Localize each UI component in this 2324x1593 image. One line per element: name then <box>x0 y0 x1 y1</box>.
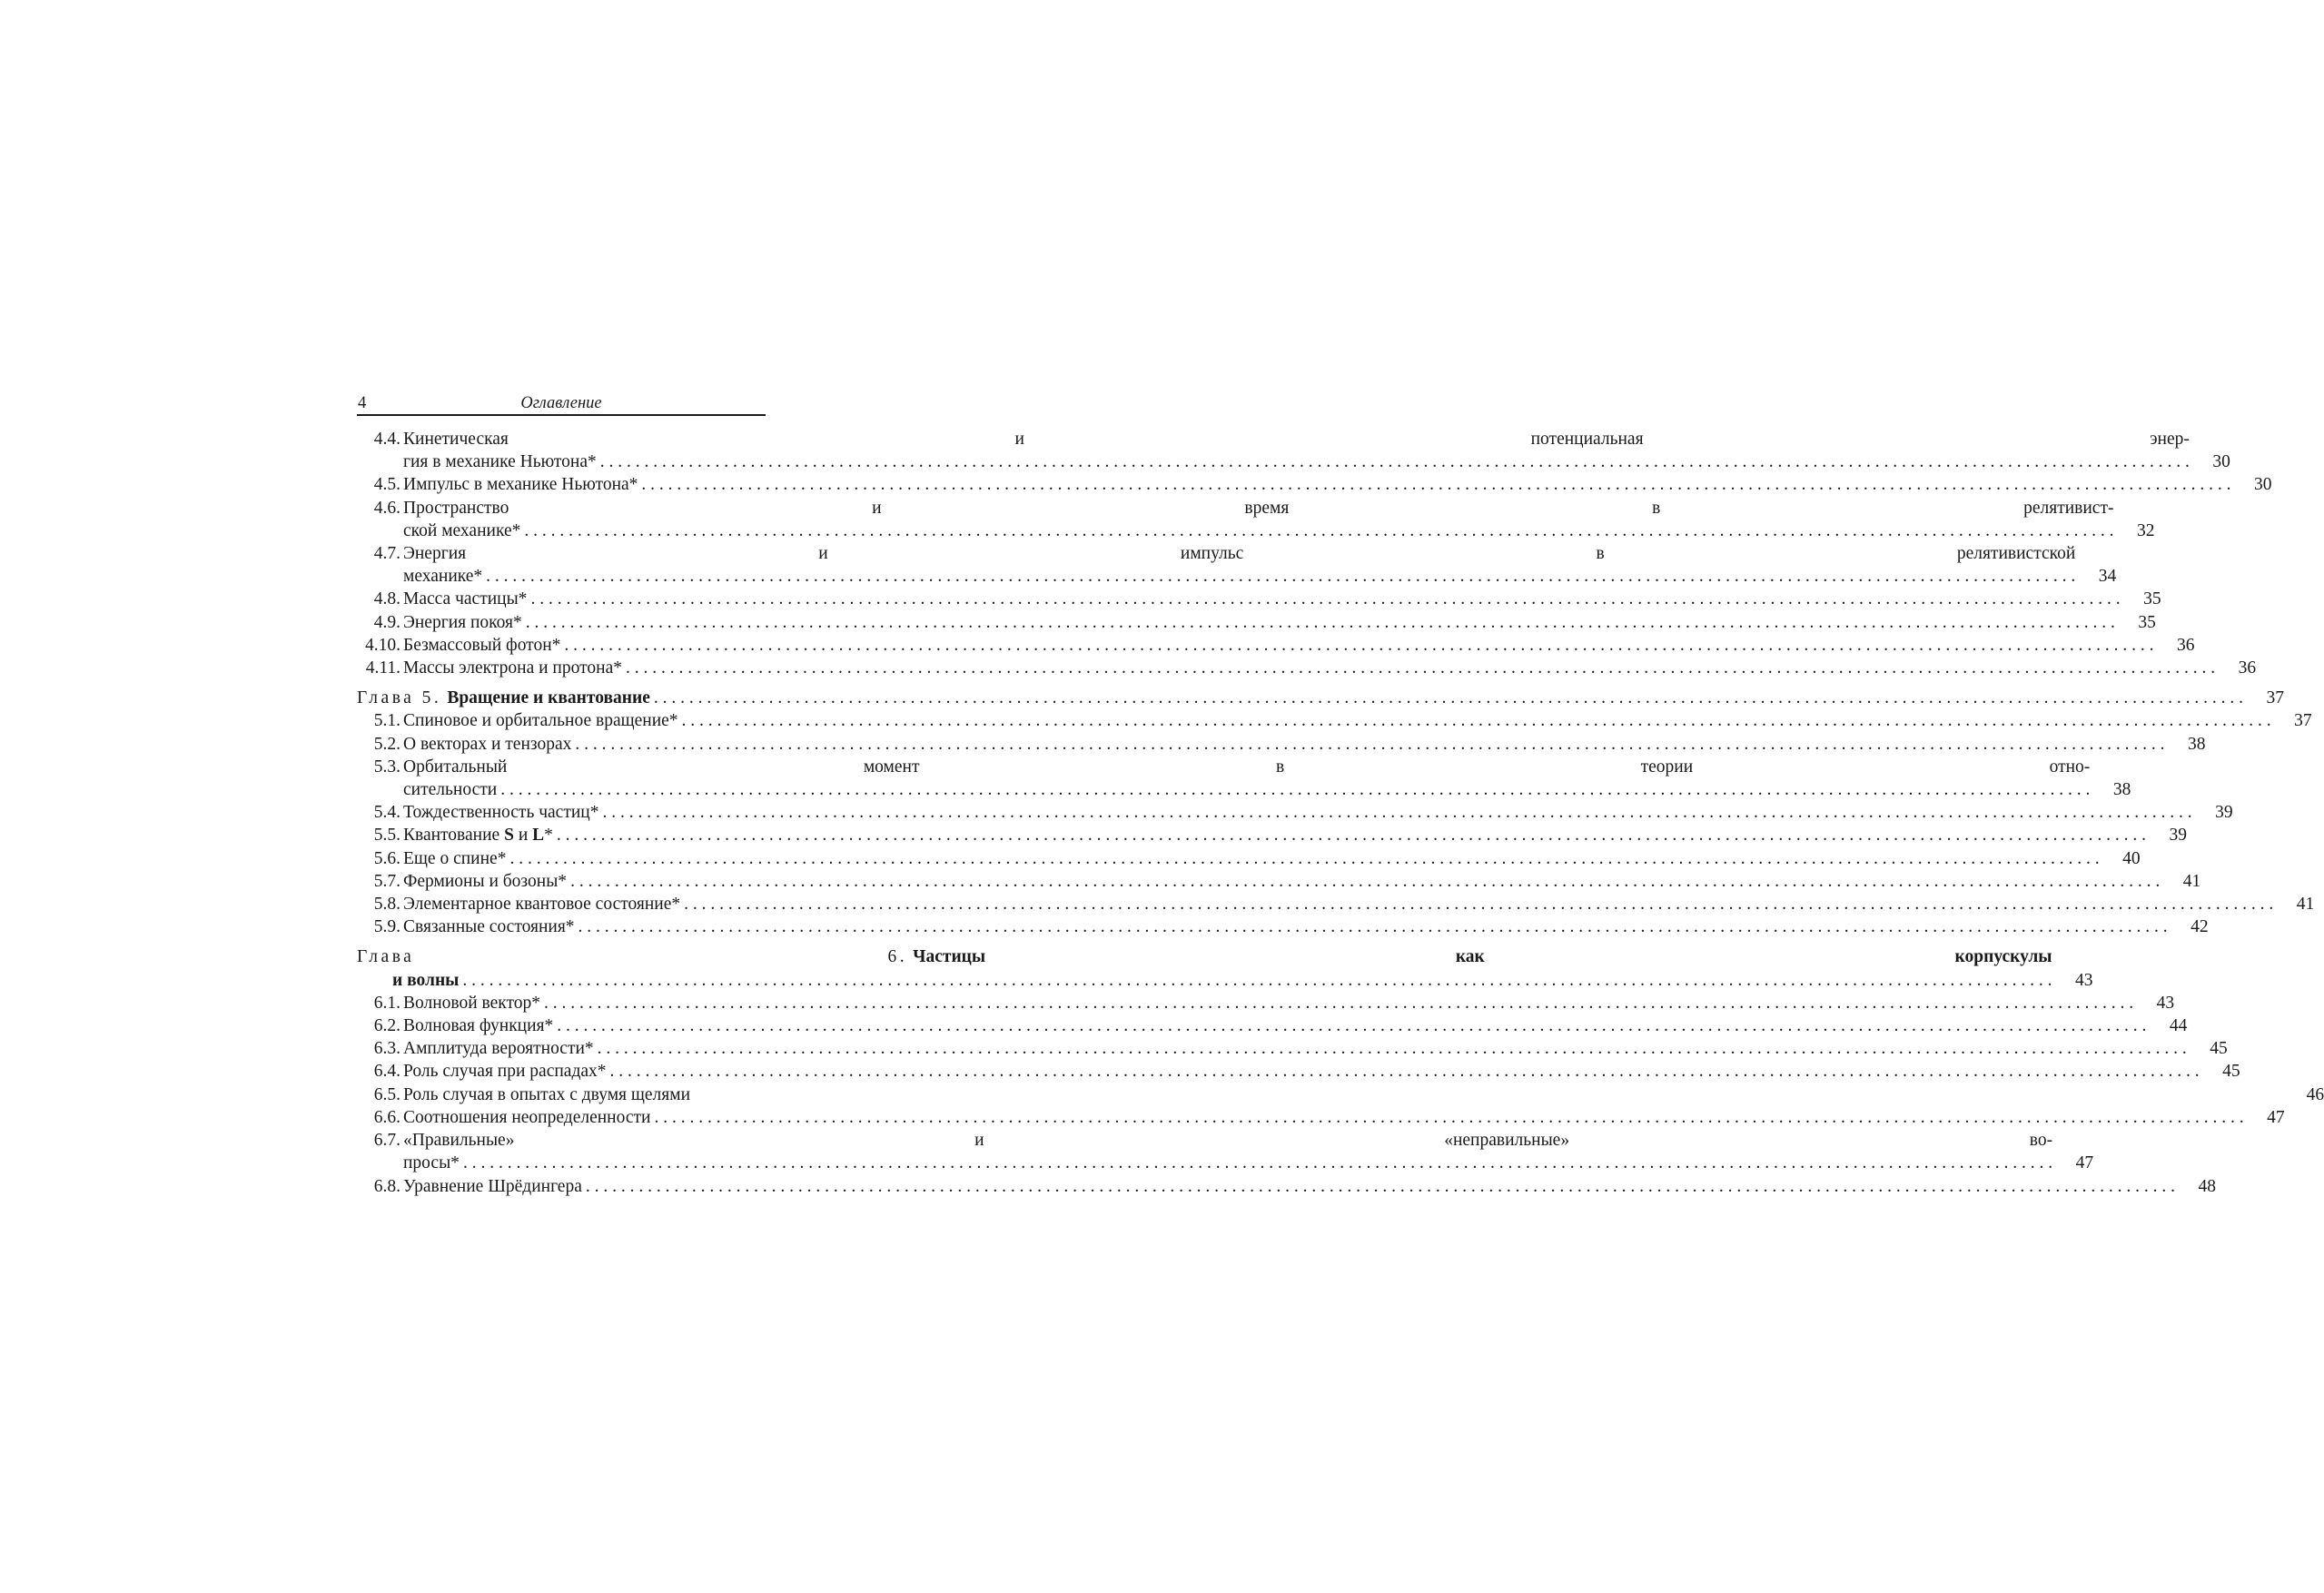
chapter-label: Глава 6. <box>357 947 908 967</box>
section-number: 6.4. <box>373 1062 401 1082</box>
toc-section-entry <box>357 1129 2094 1174</box>
entry-title: Волновой вектор* <box>403 993 541 1013</box>
entry-last-line <box>403 778 2131 801</box>
toc-section-entry <box>357 870 2201 893</box>
entry-body <box>401 1014 2187 1037</box>
dot-leader <box>575 733 2164 756</box>
entry-body <box>401 733 2206 756</box>
entry-last-line <box>403 801 2233 824</box>
section-number: 4.6. <box>373 498 401 518</box>
dot-leader <box>564 634 2153 657</box>
entry-last-line <box>403 709 2312 732</box>
dot-leader <box>570 870 2160 893</box>
dot-leader <box>600 450 2190 473</box>
section-number: 4.8. <box>373 589 401 609</box>
entry-title <box>403 824 553 846</box>
entry-last-line <box>403 847 2141 870</box>
section-number: 5.2. <box>373 734 401 754</box>
entry-last-line <box>403 611 2156 634</box>
page-ref: 38 <box>2112 780 2131 800</box>
entry-title: просы* <box>403 1153 460 1173</box>
dot-leader <box>557 824 2146 846</box>
toc-section-entry <box>357 733 2206 756</box>
entry-first-line <box>357 945 2093 968</box>
page-ref: 44 <box>2169 1016 2188 1036</box>
section-number: 5.8. <box>373 895 401 915</box>
section-number: 6.2. <box>373 1016 401 1036</box>
page-ref: 43 <box>2156 993 2175 1013</box>
dot-leader <box>602 801 2191 824</box>
entry-body <box>401 756 2131 801</box>
dot-leader <box>509 847 2099 870</box>
page-ref: 46 <box>2306 1084 2324 1104</box>
toc-section-entry <box>357 893 2315 915</box>
entry-body <box>357 687 2284 709</box>
chapter-title: Частицы как корпускулы <box>913 947 2052 967</box>
entry-body <box>401 542 2116 588</box>
page-number: 4 <box>358 394 367 412</box>
toc-section-entry <box>357 428 2230 473</box>
page-ref: 34 <box>2098 567 2117 587</box>
toc-section-entry <box>357 1014 2188 1037</box>
entry-body <box>401 1129 2093 1174</box>
page-ref: 39 <box>2215 803 2233 823</box>
entry-last-line <box>403 992 2174 1014</box>
entry-first-line: Орбитальный момент в теории отно- <box>403 757 2091 777</box>
entry-title-part: Квантование <box>403 826 505 846</box>
entry-last-line <box>403 1083 2324 1106</box>
entry-title: Соотношения неопределенности <box>403 1107 651 1127</box>
section-number: 6.7. <box>373 1131 401 1151</box>
dot-leader <box>530 588 2120 610</box>
section-number: 5.6. <box>373 848 401 868</box>
dot-leader <box>684 893 2273 915</box>
entry-last-line <box>403 1037 2228 1060</box>
entry-title: Тождественность частиц* <box>403 803 599 823</box>
page-ref: 38 <box>2188 734 2206 754</box>
entry-first-line: Пространство и время в релятивист- <box>403 498 2114 518</box>
entry-body <box>401 870 2200 893</box>
entry-last-line <box>403 733 2206 756</box>
entry-body <box>401 992 2174 1014</box>
toc-section-entry <box>357 611 2156 634</box>
toc-section-entry <box>357 847 2141 870</box>
entry-last-line <box>357 969 2093 992</box>
toc-section-entry <box>357 634 2195 657</box>
dot-leader <box>557 1014 2146 1037</box>
dot-leader <box>526 611 2115 634</box>
toc-section-entry <box>357 801 2233 824</box>
entry-body <box>401 1106 2285 1129</box>
toc-section-entry <box>357 756 2131 801</box>
entry-title: Безмассовый фотон* <box>403 635 561 655</box>
toc-section-entry <box>357 709 2312 732</box>
section-number: 5.7. <box>373 871 401 891</box>
section-number: 5.9. <box>373 917 401 937</box>
section-number: 6.3. <box>373 1039 401 1059</box>
entry-title: Энергия покоя* <box>403 612 522 632</box>
toc-section-entry <box>357 824 2188 846</box>
entry-last-line <box>403 1175 2216 1198</box>
entry-body <box>401 473 2272 496</box>
page-ref: 39 <box>2169 826 2188 846</box>
entry-body <box>401 1037 2228 1060</box>
section-number: 6.6. <box>373 1107 401 1127</box>
page-ref: 48 <box>2198 1176 2216 1196</box>
toc-section-entry <box>357 915 2209 938</box>
entry-last-line <box>403 1060 2240 1083</box>
entry-title-part: L <box>532 826 545 846</box>
page-ref: 41 <box>2296 895 2315 915</box>
dot-leader <box>682 709 2271 732</box>
page-ref: 43 <box>2075 970 2093 990</box>
page-ref: 37 <box>2266 688 2285 708</box>
dot-leader <box>462 969 2052 992</box>
entry-last-line <box>403 565 2116 588</box>
page-ref: 41 <box>2182 871 2201 891</box>
toc-section-entry <box>357 473 2272 496</box>
page-ref: 45 <box>2210 1039 2228 1059</box>
entry-last-line <box>357 687 2284 709</box>
page-ref: 47 <box>2267 1107 2285 1127</box>
table-of-contents <box>357 428 2324 1198</box>
entry-body <box>401 657 2256 679</box>
section-number: 4.5. <box>373 475 401 495</box>
entry-title: Еще о спине* <box>403 848 507 868</box>
page-ref: 30 <box>2212 452 2230 472</box>
entry-body <box>401 497 2154 542</box>
dot-leader <box>654 1106 2243 1129</box>
entry-body <box>401 611 2156 634</box>
entry-title: Роль случая в опытах с двумя щелями <box>403 1084 691 1104</box>
entry-last-line <box>403 657 2256 679</box>
entry-body <box>401 847 2141 870</box>
page-ref: 40 <box>2122 848 2141 868</box>
dot-leader <box>500 778 2090 801</box>
page-ref: 47 <box>2075 1153 2094 1173</box>
entry-last-line <box>403 1152 2093 1174</box>
entry-first-line: «Правильные» и «неправильные» во- <box>403 1131 2053 1151</box>
dot-leader <box>463 1152 2052 1174</box>
page-ref: 42 <box>2190 917 2209 937</box>
entry-title-part: * <box>544 826 553 846</box>
section-number: 4.11. <box>365 658 401 678</box>
entry-last-line <box>403 519 2154 542</box>
entry-body <box>401 428 2230 473</box>
entry-title: Уравнение Шрёдингера <box>403 1176 582 1196</box>
page-ref: 35 <box>2143 589 2161 609</box>
entry-title-part: S <box>504 826 514 846</box>
toc-chapter-entry <box>357 945 2093 991</box>
section-number: 5.5. <box>373 826 401 846</box>
entry-body <box>401 801 2233 824</box>
toc-section-entry <box>357 588 2161 610</box>
entry-title: Спиновое и орбитальное вращение* <box>403 711 678 731</box>
dot-leader <box>626 657 2215 679</box>
entry-title: механике* <box>403 567 483 587</box>
chapter-title: Вращение и квантование <box>447 688 650 708</box>
entry-body <box>401 915 2209 938</box>
toc-chapter-entry <box>357 687 2285 709</box>
dot-leader <box>641 473 2230 496</box>
section-number: 6.8. <box>373 1176 401 1196</box>
entry-body <box>401 1175 2216 1198</box>
entry-last-line <box>403 824 2187 846</box>
section-number: 4.9. <box>373 612 401 632</box>
entry-title: Элементарное квантовое состояние* <box>403 895 681 915</box>
entry-title: Массы электрона и протона* <box>403 658 622 678</box>
chapter-label: Глава 5. <box>357 688 442 708</box>
entry-last-line <box>403 588 2161 610</box>
entry-body <box>401 893 2314 915</box>
page-ref: 36 <box>2177 635 2195 655</box>
page-ref: 36 <box>2238 658 2257 678</box>
running-title: Оглавление <box>520 394 602 412</box>
entry-last-line <box>403 915 2209 938</box>
page-ref: 35 <box>2138 612 2156 632</box>
entry-last-line <box>403 473 2272 496</box>
dot-leader <box>486 565 2075 588</box>
entry-title: Волновая функция* <box>403 1016 554 1036</box>
page-ref: 37 <box>2294 711 2312 731</box>
entry-title: Масса частицы* <box>403 589 528 609</box>
dot-leader <box>586 1175 2175 1198</box>
entry-last-line <box>403 893 2314 915</box>
entry-title: Амплитуда вероятности* <box>403 1039 594 1059</box>
entry-title: Роль случая при распадах* <box>403 1062 607 1082</box>
section-number: 5.4. <box>373 803 401 823</box>
dot-leader <box>610 1060 2200 1083</box>
dot-leader <box>598 1037 2187 1060</box>
entry-body <box>401 634 2195 657</box>
toc-section-entry <box>357 1106 2285 1129</box>
dot-leader <box>654 687 2243 709</box>
entry-title: сительности <box>403 780 498 800</box>
section-number: 4.7. <box>373 544 401 564</box>
entry-last-line <box>403 870 2200 893</box>
toc-section-entry <box>357 1037 2228 1060</box>
toc-section-entry <box>357 992 2175 1014</box>
entry-first-line: Кинетическая и потенциальная энер- <box>403 430 2190 449</box>
entry-last-line <box>403 1014 2187 1037</box>
dot-leader <box>579 915 2168 938</box>
page-ref: 45 <box>2222 1062 2240 1082</box>
entry-last-line <box>403 634 2195 657</box>
entry-last-line <box>403 450 2230 473</box>
section-number: 6.5. <box>373 1084 401 1104</box>
section-number: 4.4. <box>373 430 401 449</box>
toc-section-entry <box>357 542 2117 588</box>
section-number: 5.3. <box>373 757 401 777</box>
toc-section-entry <box>357 1083 2324 1106</box>
toc-section-entry <box>357 1060 2240 1083</box>
section-number: 4.10. <box>365 635 401 655</box>
entry-last-line <box>403 1106 2285 1129</box>
chapter-title-continued: и волны <box>392 970 460 990</box>
dot-leader <box>544 992 2133 1014</box>
entry-body <box>401 588 2161 610</box>
entry-first-line: Энергия и импульс в релятивистской <box>403 544 2076 564</box>
toc-section-entry <box>357 657 2257 679</box>
entry-title: Фермионы и бозоны* <box>403 871 568 891</box>
section-number: 6.1. <box>373 993 401 1013</box>
entry-title-part: и <box>513 826 533 846</box>
entry-body <box>401 1083 2324 1106</box>
entry-title: О векторах и тензорах <box>403 734 572 754</box>
chapter-heading <box>357 687 650 709</box>
page-ref: 32 <box>2136 520 2155 540</box>
dot-leader <box>524 519 2113 542</box>
page-ref: 30 <box>2254 475 2272 495</box>
section-number: 5.1. <box>373 711 401 731</box>
toc-section-entry <box>357 497 2155 542</box>
book-page <box>357 389 2324 1198</box>
toc-section-entry <box>357 1175 2216 1198</box>
entry-title: ской механике* <box>403 520 521 540</box>
entry-title: Импульс в механике Ньютона* <box>403 475 638 495</box>
entry-body <box>401 709 2312 732</box>
running-header <box>357 389 766 416</box>
entry-body <box>401 824 2187 846</box>
entry-body <box>401 1060 2240 1083</box>
entry-body <box>357 945 2093 991</box>
entry-title: Связанные состояния* <box>403 917 575 937</box>
entry-title: гия в механике Ньютона* <box>403 452 597 472</box>
